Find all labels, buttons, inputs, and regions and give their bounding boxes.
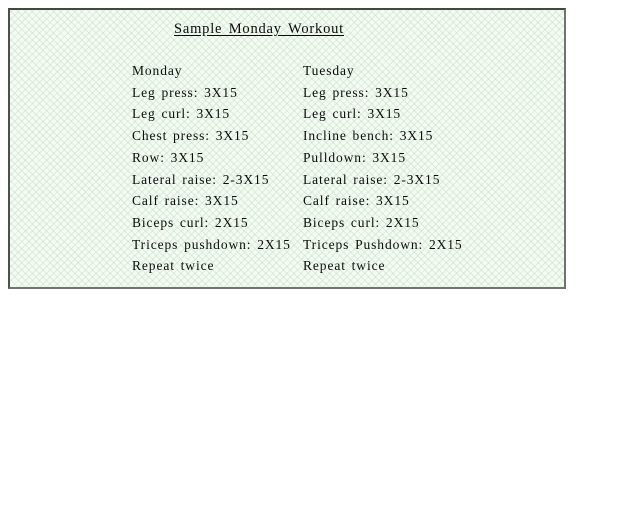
workout-item: Biceps curl: 2X15 bbox=[303, 214, 420, 230]
panel-title: Sample Monday Workout bbox=[174, 21, 344, 37]
workout-column-monday bbox=[132, 60, 303, 277]
column-header-monday: Monday bbox=[132, 63, 183, 78]
column-header-tuesday: Tuesday bbox=[303, 63, 355, 78]
workout-item: Leg curl: 3X15 bbox=[132, 106, 231, 122]
workout-item: Incline bench: 3X15 bbox=[303, 128, 434, 144]
workout-panel bbox=[8, 8, 566, 289]
workout-table bbox=[132, 60, 463, 277]
workout-item: Triceps pushdown: 2X15 bbox=[132, 236, 291, 252]
workout-item: Row: 3X15 bbox=[132, 149, 205, 165]
workout-item: Leg press: 3X15 bbox=[132, 84, 238, 100]
workout-item: Calf raise: 3X15 bbox=[132, 193, 239, 209]
workout-item: Lateral raise: 2-3X15 bbox=[303, 171, 441, 187]
workout-item: Lateral raise: 2-3X15 bbox=[132, 171, 270, 187]
workout-item: Repeat twice bbox=[132, 258, 215, 274]
workout-item: Chest press: 3X15 bbox=[132, 128, 250, 144]
workout-column-tuesday bbox=[303, 60, 463, 277]
workout-item: Biceps curl: 2X15 bbox=[132, 214, 249, 230]
workout-item: Triceps Pushdown: 2X15 bbox=[303, 236, 463, 252]
workout-item: Leg curl: 3X15 bbox=[303, 106, 402, 122]
workout-item: Repeat twice bbox=[303, 258, 386, 274]
workout-item: Calf raise: 3X15 bbox=[303, 193, 410, 209]
workout-item: Pulldown: 3X15 bbox=[303, 149, 406, 165]
workout-item: Leg press: 3X15 bbox=[303, 84, 409, 100]
panel-title-row bbox=[10, 20, 508, 38]
